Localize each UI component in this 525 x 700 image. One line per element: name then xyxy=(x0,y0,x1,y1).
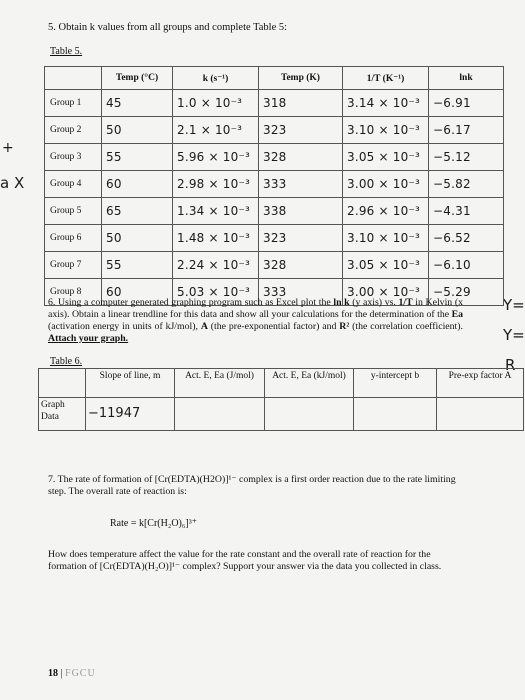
inverse-t-cell[interactable]: 3.14 × 10⁻³ xyxy=(343,90,429,117)
group-label-cell: Group 3 xyxy=(45,144,102,171)
temp-c-cell[interactable]: 50 xyxy=(102,225,173,252)
temp-c-cell[interactable]: 65 xyxy=(102,198,173,225)
table-5 xyxy=(44,66,504,306)
footer-label: FGCU xyxy=(65,668,96,679)
margin-y-mark-2: Y= xyxy=(503,326,525,344)
page-number: 18 xyxy=(48,668,58,679)
k-value-cell[interactable]: 1.48 × 10⁻³ xyxy=(173,225,259,252)
lnk-value-cell[interactable]: −6.17 xyxy=(429,117,504,144)
header-inverse-t: 1/T (K⁻¹) xyxy=(343,67,429,90)
k-value-cell[interactable]: 5.03 × 10⁻³ xyxy=(173,279,259,306)
temp-c-cell[interactable]: 60 xyxy=(102,279,173,306)
group-label-cell: Group 8 xyxy=(45,279,102,306)
margin-plus-mark: + xyxy=(2,140,14,156)
t6-header-blank xyxy=(39,369,86,398)
t6-header-ea-kj: Act. E, Ea (kJ/mol) xyxy=(265,369,354,398)
t6-intercept-cell[interactable] xyxy=(354,398,437,431)
table-5-row xyxy=(45,144,504,171)
table-6-data-row xyxy=(39,398,524,431)
table-5-row xyxy=(45,171,504,198)
header-group xyxy=(45,67,102,90)
t6-row-label: Graph Data xyxy=(39,398,86,431)
header-k: k (s⁻¹) xyxy=(173,67,259,90)
k-value-cell[interactable]: 1.0 × 10⁻³ xyxy=(173,90,259,117)
inverse-t-cell[interactable]: 3.10 × 10⁻³ xyxy=(343,225,429,252)
q6-bold-e: R² xyxy=(339,321,350,332)
header-temp-c: Temp (°C) xyxy=(102,67,173,90)
inverse-t-cell[interactable]: 3.00 × 10⁻³ xyxy=(343,279,429,306)
lnk-value-cell[interactable]: −5.29 xyxy=(429,279,504,306)
lnk-value-cell[interactable]: −6.91 xyxy=(429,90,504,117)
q6-bold-c: Ea xyxy=(451,309,463,320)
question-6-text xyxy=(48,297,463,345)
table-5-caption: Table 5. xyxy=(50,46,83,57)
group-label-cell: Group 1 xyxy=(45,90,102,117)
t6-slope-value[interactable]: −11947 xyxy=(86,398,175,431)
temp-k-cell[interactable]: 328 xyxy=(259,144,343,171)
temp-c-cell[interactable]: 55 xyxy=(102,144,173,171)
t6-ea-kj-cell[interactable] xyxy=(265,398,354,431)
table-6-caption: Table 6. xyxy=(50,356,83,367)
margin-x-mark: a X xyxy=(0,174,25,192)
t6-header-pre-exp: Pre-exp factor A xyxy=(437,369,524,398)
table-6-header-row xyxy=(39,369,524,398)
table-5-row xyxy=(45,90,504,117)
table-5-header-row xyxy=(45,67,504,90)
table-5-row xyxy=(45,117,504,144)
q6-text-b: (y axis) vs. xyxy=(349,297,399,308)
inverse-t-cell[interactable]: 3.10 × 10⁻³ xyxy=(343,117,429,144)
k-value-cell[interactable]: 2.98 × 10⁻³ xyxy=(173,171,259,198)
inverse-t-cell[interactable]: 2.96 × 10⁻³ xyxy=(343,198,429,225)
inverse-t-cell[interactable]: 3.00 × 10⁻³ xyxy=(343,171,429,198)
q6-text-a: 6. Using a computer generated graphing program such as Excel plot the xyxy=(48,297,334,308)
question-5-text: 5. Obtain k values from all groups and complete Table 5: xyxy=(48,22,288,33)
t6-header-ea-j: Act. E, Ea (J/mol) xyxy=(175,369,265,398)
temp-k-cell[interactable]: 333 xyxy=(259,171,343,198)
header-lnk: lnk xyxy=(429,67,504,90)
margin-y-mark-1: Y= xyxy=(503,296,525,314)
group-label-cell: Group 7 xyxy=(45,252,102,279)
t6-header-intercept: y-intercept b xyxy=(354,369,437,398)
group-label-cell: Group 5 xyxy=(45,198,102,225)
lnk-value-cell[interactable]: −5.82 xyxy=(429,171,504,198)
q6-bold-b: 1/T xyxy=(398,297,413,308)
lnk-value-cell[interactable]: −4.31 xyxy=(429,198,504,225)
q6-text-c: in Kelvin (x axis). Obtain a linear trendline for this data and show all your calculations for the determination of the xyxy=(48,297,463,320)
lnk-value-cell[interactable]: −6.10 xyxy=(429,252,504,279)
temp-k-cell[interactable]: 318 xyxy=(259,90,343,117)
t6-pre-exp-cell[interactable] xyxy=(437,398,524,431)
group-label-cell: Group 6 xyxy=(45,225,102,252)
k-value-cell[interactable]: 2.1 × 10⁻³ xyxy=(173,117,259,144)
q6-text-d: (activation energy in units of kJ/mol), xyxy=(48,321,201,332)
temp-c-cell[interactable]: 50 xyxy=(102,117,173,144)
lnk-value-cell[interactable]: −6.52 xyxy=(429,225,504,252)
k-value-cell[interactable]: 5.96 × 10⁻³ xyxy=(173,144,259,171)
page-footer xyxy=(48,668,96,679)
margin-r-mark: R xyxy=(505,356,516,374)
table-5-row xyxy=(45,225,504,252)
footer-separator: | xyxy=(58,668,66,679)
lnk-value-cell[interactable]: −5.12 xyxy=(429,144,504,171)
temp-k-cell[interactable]: 323 xyxy=(259,225,343,252)
temp-c-cell[interactable]: 60 xyxy=(102,171,173,198)
header-temp-k: Temp (K) xyxy=(259,67,343,90)
table-5-row xyxy=(45,252,504,279)
temp-c-cell[interactable]: 55 xyxy=(102,252,173,279)
t6-header-slope: Slope of line, m xyxy=(86,369,175,398)
question-7-followup: How does temperature affect the value for the rate constant and the overall rate of reaction for the formation of [Cr(EDTA)(H₂O)]¹⁻ complex? Support your answer via the data you collected in class. xyxy=(48,549,442,572)
q6-bold-a: ln k xyxy=(333,297,350,308)
table-6 xyxy=(38,368,524,431)
k-value-cell[interactable]: 1.34 × 10⁻³ xyxy=(173,198,259,225)
t6-ea-j-cell[interactable] xyxy=(175,398,265,431)
inverse-t-cell[interactable]: 3.05 × 10⁻³ xyxy=(343,144,429,171)
q6-text-e: (the pre-exponential factor) and xyxy=(207,321,340,332)
table-5-row xyxy=(45,198,504,225)
question-7-text: 7. The rate of formation of [Cr(EDTA)(H2O)]¹⁻ complex is a first order reaction due to the rate limiting step. The overall rate of reaction is: xyxy=(48,474,456,497)
temp-c-cell[interactable]: 45 xyxy=(102,90,173,117)
rate-equation: Rate = k[Cr(H₂O)₆]³⁺ xyxy=(110,518,197,529)
q6-bold-d: A xyxy=(200,321,208,332)
group-label-cell: Group 4 xyxy=(45,171,102,198)
temp-k-cell[interactable]: 328 xyxy=(259,252,343,279)
q6-text-f: (the correlation coefficient). xyxy=(349,321,463,332)
k-value-cell[interactable]: 2.24 × 10⁻³ xyxy=(173,252,259,279)
inverse-t-cell[interactable]: 3.05 × 10⁻³ xyxy=(343,252,429,279)
temp-k-cell[interactable]: 338 xyxy=(259,198,343,225)
group-label-cell: Group 2 xyxy=(45,117,102,144)
q6-attach-graph: Attach your graph. xyxy=(48,333,129,344)
temp-k-cell[interactable]: 333 xyxy=(259,279,343,306)
temp-k-cell[interactable]: 323 xyxy=(259,117,343,144)
